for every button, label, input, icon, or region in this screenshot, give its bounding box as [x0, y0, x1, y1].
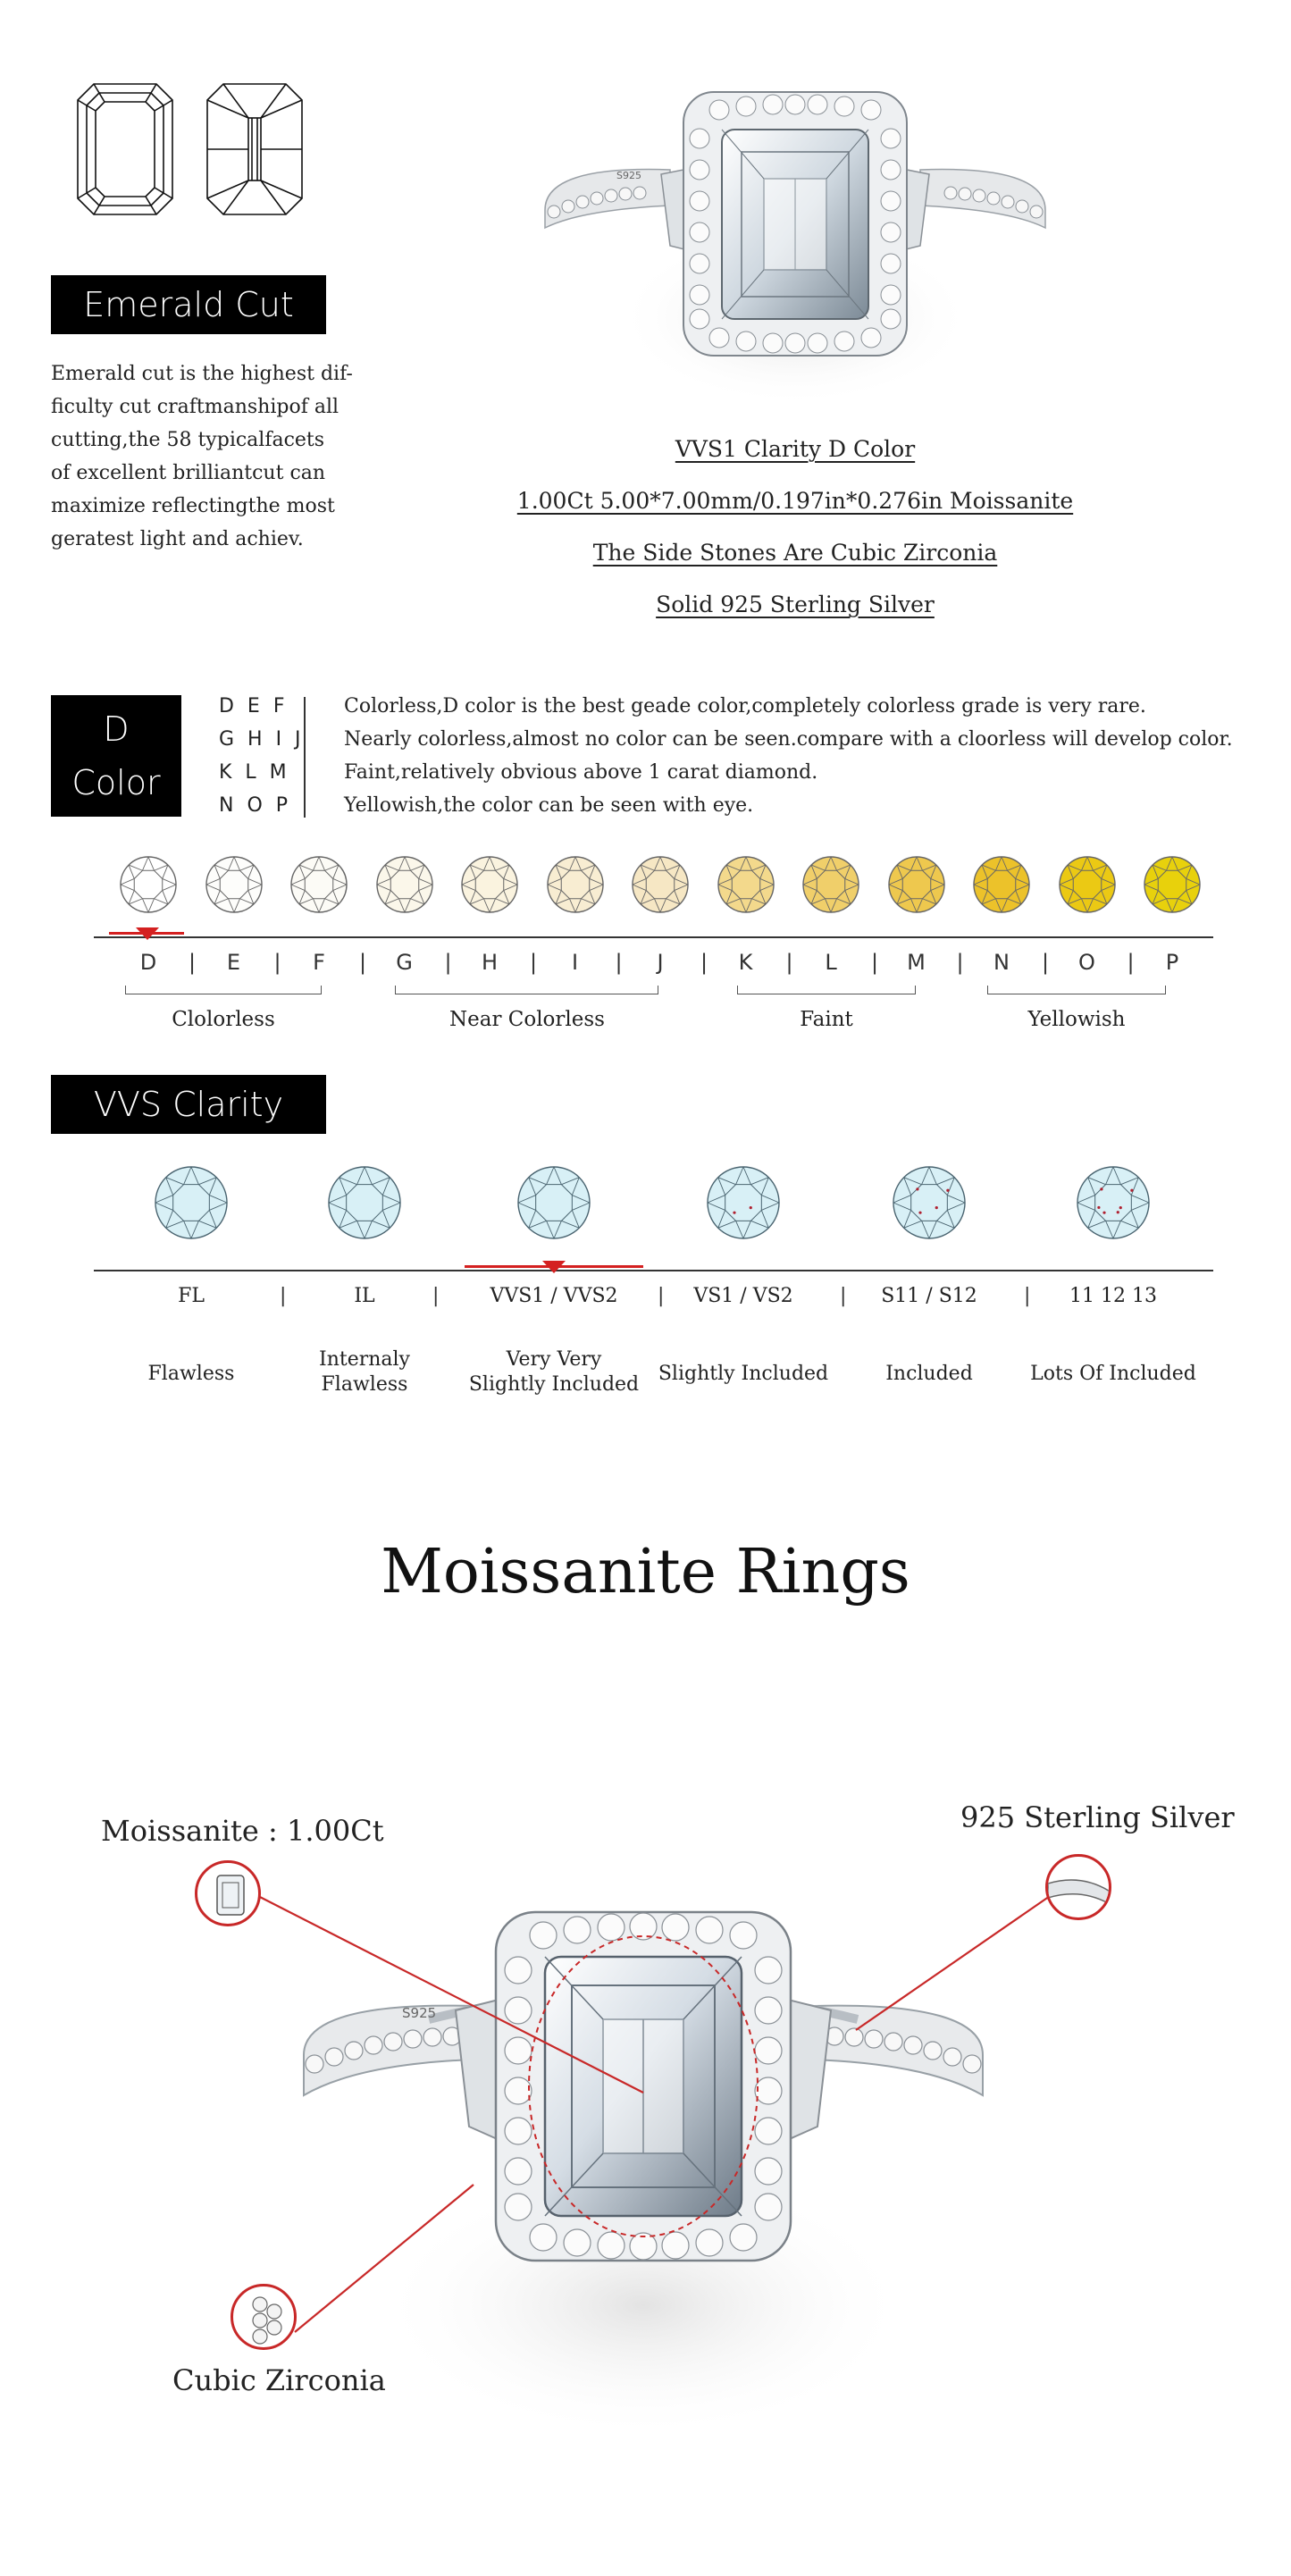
clarity-name-line: Slightly Included	[468, 1373, 640, 1396]
group-label-faint: Faint	[800, 1008, 853, 1031]
description-line: of excellent brilliantcut can	[51, 462, 326, 484]
color-gem-l	[801, 855, 860, 914]
grade-letters-ghij: G H I J	[219, 728, 305, 751]
d-color-badge-letter: D	[103, 709, 130, 749]
zoom-circle-silver	[1045, 1854, 1111, 1920]
bracket-yellowish	[987, 986, 1166, 994]
color-gem-g	[375, 855, 434, 914]
clarity-separator: |	[1024, 1285, 1031, 1307]
group-label-near-colorless: Near Colorless	[449, 1008, 605, 1031]
clarity-name	[97, 1362, 285, 1387]
color-gem-m	[887, 855, 946, 914]
clarity-scale-line	[94, 1270, 1213, 1271]
clarity-name-line: Internaly	[319, 1348, 410, 1371]
group-label-yellowish: Yellowish	[1027, 1008, 1126, 1031]
scale-separator: |	[1042, 950, 1050, 975]
clarity-code: IL	[354, 1285, 375, 1307]
clarity-name	[835, 1362, 1023, 1387]
clarity-name	[1019, 1362, 1207, 1387]
grade-letters-nop: N O P	[219, 794, 292, 817]
color-gem-p	[1143, 855, 1202, 914]
description-line: geratest light and achiev.	[51, 528, 304, 550]
ring-top-image	[527, 85, 1063, 415]
scale-separator: |	[444, 950, 452, 975]
description-line: ficulty cut craftmanshipof all	[51, 396, 340, 418]
clarity-gem-4	[891, 1164, 968, 1241]
spec-metal: Solid 925 Sterling Silver	[656, 592, 935, 617]
callout-moissanite-label: Moissanite : 1.00Ct	[101, 1814, 384, 1848]
grade-letters-def: D E F	[219, 695, 289, 717]
zoom-circle-moissanite	[195, 1860, 261, 1926]
color-gem-h	[460, 855, 519, 914]
grade-desc-def: Colorless,D color is the best geade color,completely colorless grade is very rare.	[344, 695, 1146, 717]
clarity-name-line: Slightly Included	[658, 1363, 829, 1385]
color-gem-o	[1058, 855, 1117, 914]
clarity-code: VVS1 / VVS2	[490, 1285, 618, 1307]
bracket-near-colorless	[395, 986, 658, 994]
clarity-gem-3	[705, 1164, 782, 1241]
color-gem-k	[717, 855, 775, 914]
clarity-code: 11 12 13	[1069, 1285, 1157, 1307]
emerald-cut-pavilion-diagram	[205, 82, 304, 216]
clarity-name-line: Very Very	[506, 1348, 602, 1371]
scale-letter-e: E	[226, 950, 241, 975]
color-gem-i	[546, 855, 605, 914]
clarity-gem-2	[516, 1164, 592, 1241]
grade-desc-klm: Faint,relatively obvious above 1 carat diamond.	[344, 761, 818, 784]
color-gem-n	[972, 855, 1031, 914]
product-title: Moissanite Rings	[381, 1537, 910, 1607]
scale-letter-g: G	[396, 950, 413, 975]
clarity-name-line: Flawless	[147, 1363, 235, 1385]
callout-silver-label: 925 Sterling Silver	[960, 1800, 1235, 1834]
scale-letter-k: K	[738, 950, 753, 975]
clarity-gem-0	[153, 1164, 230, 1241]
scale-separator: |	[359, 950, 367, 975]
clarity-separator: |	[840, 1285, 847, 1307]
clarity-code: VS1 / VS2	[693, 1285, 793, 1307]
emerald-cut-description	[51, 357, 355, 556]
clarity-code: S11 / S12	[881, 1285, 977, 1307]
vvs-clarity-label: VVS Clarity	[51, 1075, 326, 1134]
clarity-name	[650, 1362, 837, 1387]
zoom-circle-zirconia	[231, 2284, 297, 2350]
clarity-name-line: Flawless	[321, 1373, 408, 1396]
grade-desc-ghij: Nearly colorless,almost no color can be seen.compare with a cloorless will develop color.	[344, 728, 1233, 751]
clarity-name	[460, 1347, 648, 1397]
clarity-gem-5	[1075, 1164, 1152, 1241]
clarity-scale-marker-icon	[541, 1259, 567, 1277]
d-color-badge-word: Color	[71, 763, 161, 802]
clarity-name	[271, 1347, 458, 1397]
ring-stamp-text: S925	[616, 170, 641, 181]
clarity-separator: |	[280, 1285, 287, 1307]
description-line: Emerald cut is the highest dif-	[51, 363, 353, 385]
color-gem-d	[119, 855, 178, 914]
scale-separator: |	[956, 950, 964, 975]
spec-size: 1.00Ct 5.00*7.00mm/0.197in*0.276in Moissanite	[516, 488, 1074, 514]
scale-letter-i: I	[571, 950, 579, 975]
ring-main-stamp-text: S925	[402, 2005, 437, 2021]
grade-letters-klm: K L M	[219, 761, 290, 784]
color-scale-marker-icon	[134, 926, 161, 944]
description-line: cutting,the 58 typicalfacets	[51, 429, 325, 451]
scale-separator: |	[189, 950, 197, 975]
scale-separator: |	[1127, 950, 1135, 975]
color-gem-j	[631, 855, 690, 914]
color-gem-e	[205, 855, 264, 914]
scale-letter-o: O	[1078, 950, 1095, 975]
bracket-colorless	[125, 986, 322, 994]
scale-letter-f: F	[313, 950, 325, 975]
emerald-cut-label: Emerald Cut	[51, 275, 326, 334]
scale-separator: |	[273, 950, 281, 975]
scale-separator: |	[700, 950, 708, 975]
spec-clarity-color: VVS1 Clarity D Color	[675, 436, 916, 462]
d-color-badge	[51, 695, 181, 817]
clarity-name-line: Included	[885, 1363, 973, 1385]
bracket-faint	[737, 986, 916, 994]
clarity-separator: |	[658, 1285, 665, 1307]
grade-desc-nop: Yellowish,the color can be seen with eye.	[344, 794, 754, 817]
scale-letter-n: N	[993, 950, 1010, 975]
scale-separator: |	[615, 950, 623, 975]
scale-letter-h: H	[481, 950, 499, 975]
description-line: maximize reflectingthe most	[51, 495, 335, 517]
scale-letter-l: L	[825, 950, 837, 975]
color-gem-f	[289, 855, 348, 914]
scale-separator: |	[530, 950, 538, 975]
clarity-gem-1	[326, 1164, 403, 1241]
scale-letter-p: P	[1165, 950, 1179, 975]
clarity-separator: |	[432, 1285, 440, 1307]
emerald-cut-top-diagram	[76, 82, 174, 216]
clarity-name-line: Lots Of Included	[1030, 1363, 1196, 1385]
color-scale-line	[94, 936, 1213, 938]
scale-separator: |	[785, 950, 793, 975]
scale-separator: |	[871, 950, 879, 975]
scale-letter-d: D	[139, 950, 157, 975]
spec-side-stones: The Side Stones Are Cubic Zirconia	[592, 540, 998, 566]
scale-letter-m: M	[907, 950, 926, 975]
callout-zirconia-label: Cubic Zirconia	[172, 2363, 386, 2397]
scale-letter-j: J	[657, 950, 664, 975]
group-label-colorless: Clolorless	[172, 1008, 275, 1031]
clarity-code: FL	[178, 1285, 205, 1307]
